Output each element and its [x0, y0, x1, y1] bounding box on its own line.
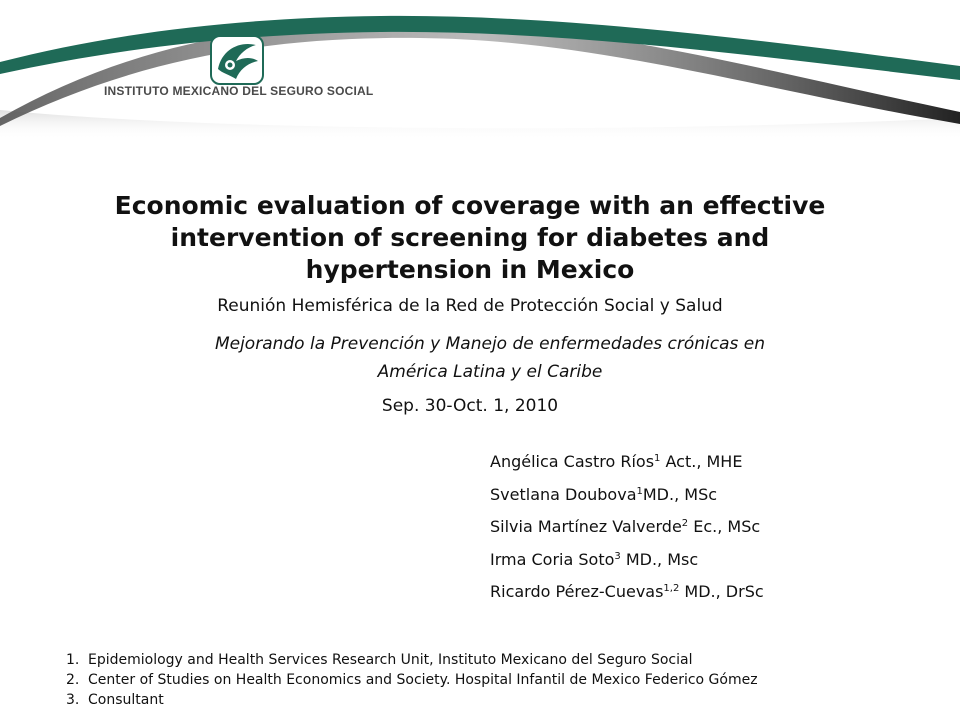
author-name: Angélica Castro Ríos: [490, 452, 655, 471]
affiliation-text: Consultant: [88, 692, 164, 708]
affiliation-number: 3.: [66, 692, 80, 708]
affiliation-number: 1.: [66, 652, 80, 668]
organization-name: INSTITUTO MEXICANO DEL SEGURO SOCIAL: [104, 84, 374, 98]
author-affiliation-marker: 1: [636, 485, 643, 497]
author-name: Silvia Martínez Valverde: [490, 517, 682, 536]
affiliation-number: 2.: [66, 672, 80, 688]
title-line: hypertension in Mexico: [305, 255, 635, 284]
event-line: Mejorando la Prevención y Manejo de enfermedades crónicas en: [214, 334, 766, 354]
author-affiliation-marker: 3: [614, 550, 621, 562]
affiliation-text: Center of Studies on Health Economics and Society. Hospital Infantil de Mexico Federico Gómez: [88, 672, 758, 688]
event-name: [100, 330, 880, 386]
author-item: [490, 550, 930, 583]
imss-eagle-logo-icon: [210, 35, 264, 85]
author-name: Ricardo Pérez-Cuevas: [490, 582, 664, 601]
meeting-subtitle: Reunión Hemisférica de la Red de Protección Social y Salud: [217, 296, 723, 316]
author-degree: Act., MHE: [660, 452, 743, 471]
event-date: Sep. 30-Oct. 1, 2010: [381, 396, 559, 416]
author-item: [490, 485, 930, 518]
affiliation-item: [66, 650, 946, 670]
author-item: [490, 582, 930, 615]
affiliation-item: [66, 690, 946, 710]
author-affiliation-marker: 2: [681, 518, 689, 529]
author-degree: MD., MSc: [642, 484, 718, 504]
author-list: [490, 452, 930, 615]
author-name: Irma Coria Soto: [490, 549, 615, 569]
title-line: Economic evaluation of coverage with an effective: [114, 191, 826, 220]
slide-title: [60, 190, 880, 286]
author-name: Svetlana Doubova: [490, 484, 637, 504]
affiliation-text: Epidemiology and Health Services Research Unit, Instituto Mexicano del Seguro Social: [88, 652, 693, 668]
author-degree: MD., Msc: [620, 549, 699, 569]
event-line: América Latina y el Caribe: [377, 362, 603, 382]
author-item: [490, 517, 930, 550]
header-swoosh: [0, 0, 960, 140]
author-affiliation-marker: 1,2: [663, 583, 680, 594]
title-line: intervention of screening for diabetes and: [170, 223, 770, 252]
author-degree: MD., DrSc: [679, 582, 764, 601]
affiliation-item: [66, 670, 946, 690]
author-item: [490, 452, 930, 485]
author-affiliation-marker: 1: [654, 453, 661, 464]
affiliation-list: [66, 650, 946, 710]
author-degree: Ec., MSc: [688, 517, 761, 536]
